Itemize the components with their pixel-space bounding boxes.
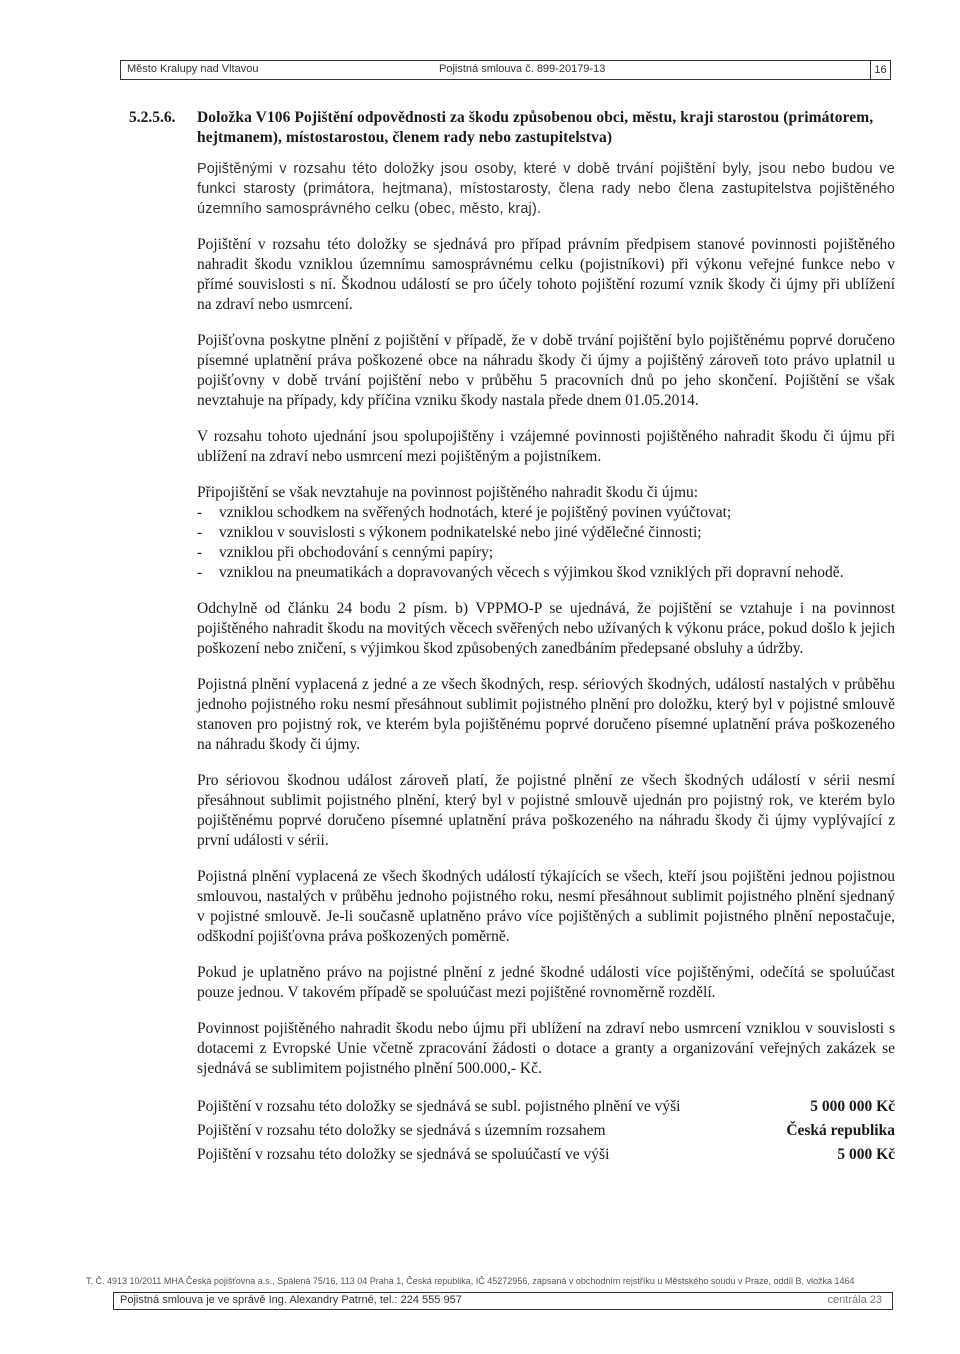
paragraph-scope: Pojištění v rozsahu této doložky se sjednává pro případ právním předpisem stanové povinnosti pojištěného nahradit škodu vzniklou územnímu samosprávnému celku (pojistníkovi) při výkonu veřejné funkce nebo v přímé souvislosti s ní. Škodnou událostí se pro účely tohoto pojištění rozumí vznik škody či újmy při ublížení na zdraví nebo usmrcení. [197, 236, 895, 313]
footer-box [113, 1292, 893, 1310]
summary-value: 5 000 Kč [837, 1146, 895, 1163]
section-heading [129, 108, 895, 148]
section-title: Doložka V106 Pojištění odpovědnosti za škodu způsobenou obci, městu, kraji starostou (primátorem, hejtmanem), místostarostou, členem rady nebo zastupitelstva) [197, 109, 874, 146]
footer-administrator: Pojistná smlouva je ve správě Ing. Alexandry Patrné, tel.: 224 555 957 [120, 1294, 462, 1306]
summary-table [197, 1095, 895, 1167]
paragraph-claims-made: Pojišťovna poskytne plnění z pojištění v případě, že v době trvání pojištění bylo pojištěnému poprvé doručeno písemné uplatnění práva poškozené obce na náhradu škody či újmy a pojištěný zároveň toto právo uplatnil u pojišťovny v době trvání pojištění nebo v průběhu 5 pracovních dnů po jeho skončení. Pojištění se však nevztahuje na případy, kdy příčina vzniku škody nastala přede dnem 01.05.2014. [197, 332, 895, 409]
paragraph-aggregate: Pojistná plnění vyplacená ze všech škodných událostí týkajících se všech, kteří jsou pojištěni jednou pojistnou smlouvou, nastalých v průběhu jednoho pojistného roku, nesmí přesáhnout sublimit pojistného plnění sjednaný v pojistné smlouvě. Je-li současně uplatněno právo více pojištěných a sublimit pojistného plnění nepostačuje, odškodní pojišťovna práva poškozených poměrně. [197, 868, 895, 945]
paragraph-co-insurance: V rozsahu tohoto ujednání jsou spolupojištěny i vzájemné povinnosti pojištěného nahradit škodu či újmu při ublížení na zdraví nebo usmrcení mezi pojištěným a pojistníkem. [197, 428, 895, 465]
list-item: - vzniklou při obchodování s cennými papíry; [197, 543, 895, 563]
section-number: 5.2.5.6. [129, 109, 176, 126]
summary-row [197, 1143, 895, 1167]
page-header [120, 60, 891, 80]
paragraph-insured-persons: Pojištěnými v rozsahu této doložky jsou osoby, které v době trvání pojištění byly, jsou nebo budou ve funkci starosty (primátora, hejtmana), místostarosty, člena rady nebo člena zastupitelstva pojištěného územního samosprávného celku (obec, město, kraj). [197, 161, 895, 217]
paragraph-annual-sublimit: Pojistná plnění vyplacená z jedné a ze všech škodných, resp. sériových škodných, událostí nastalých v průběhu jednoho pojistného roku nesmí přesáhnout sublimit pojistného plnění pro doložku, který byl v pojistné smlouvě stanoven pro pojistný rok, ve kterém byla pojištěnému poprvé doručeno písemné uplatnění práva poškozeného na náhradu škody či újmy. [197, 676, 895, 753]
section-body [197, 159, 895, 1167]
summary-label: Pojištění v rozsahu této doložky se sjednává s územním rozsahem [197, 1122, 606, 1139]
summary-label: Pojištění v rozsahu této doložky se sjednává se subl. pojistného plnění ve výši [197, 1098, 681, 1115]
summary-value: Česká republika [786, 1122, 895, 1139]
list-item: - vzniklou v souvislosti s výkonem podnikatelské nebo jiné výdělečné činnosti; [197, 523, 895, 543]
footer-legal-line: T. Č. 4913 10/2011 MHA Česká pojišťovna a.s., Spálená 75/16, 113 04 Praha 1, Česká republika, IČ 45272956, zapsaná v obchodním rejstříku u Městského soudu v Praze, oddíl B, vložka 1464 [86, 1276, 855, 1286]
summary-label: Pojištění v rozsahu této doložky se sjednává se spoluúčastí ve výši [197, 1146, 610, 1163]
document-content [129, 108, 895, 1167]
list-item: - vzniklou na pneumatikách a dopravovaných věcech s výjimkou škod vzniklých při dopravní nehodě. [197, 563, 895, 583]
paragraph-eu-grants: Povinnost pojištěného nahradit škodu nebo újmu při ublížení na zdraví nebo usmrcení vzniklou v souvislosti s dotacemi z Evropské Unie včetně zpracování žádosti o dotace a granty a organizování veřejných zakázek se sjednává se sublimitem pojistného plnění 500.000,- Kč. [197, 1020, 895, 1077]
paragraph-exclusions-intro: Připojištění se však nevztahuje na povinnost pojištěného nahradit škodu či újmu: [197, 484, 699, 501]
paragraph-serial-events: Pro sériovou škodnou událost zároveň platí, že pojistné plnění ze všech škodných událostí v sérii nesmí přesáhnout sublimit pojistného plnění, který byl v pojistné smlouvě ujednán pro pojistný rok, ve kterém bylo pojištěnému poprvé doručeno písemné uplatnění práva poškozeného na náhradu škody či újmy vyplývající z první události v sérii. [197, 772, 895, 849]
header-contract-number: Pojistná smlouva č. 899-20179-13 [439, 63, 606, 75]
paragraph-deductible: Pokud je uplatněno právo na pojistné plnění z jedné škodné události více pojištěnými, odečítá se spoluúčast pouze jednou. V takovém případě se spoluúčast mezi pojištěné rovnoměrně rozdělí. [197, 964, 895, 1001]
summary-value: 5 000 000 Kč [810, 1098, 895, 1115]
list-item: - vzniklou schodkem na svěřených hodnotách, které je pojištěný povinen vyúčtovat; [197, 503, 895, 523]
summary-row [197, 1095, 895, 1119]
header-city: Město Kralupy nad Vltavou [127, 63, 259, 75]
header-page-number: 16 [870, 60, 890, 80]
footer-stamp-text: centrála 23 [827, 1294, 882, 1306]
paragraph-movable-property: Odchylně od článku 24 bodu 2 písm. b) VPPMO-P se ujednává, že pojištění se vztahuje i na povinnost pojištěného nahradit škodu na movitých věcech svěřených nebo užívaných k výkonu práce, pokud došlo k jejich poškození nebo zničení, s výjimkou škod způsobených zanedbáním předepsané obsluhy a údržby. [197, 600, 895, 657]
exclusions-list [197, 503, 895, 583]
summary-row [197, 1119, 895, 1143]
